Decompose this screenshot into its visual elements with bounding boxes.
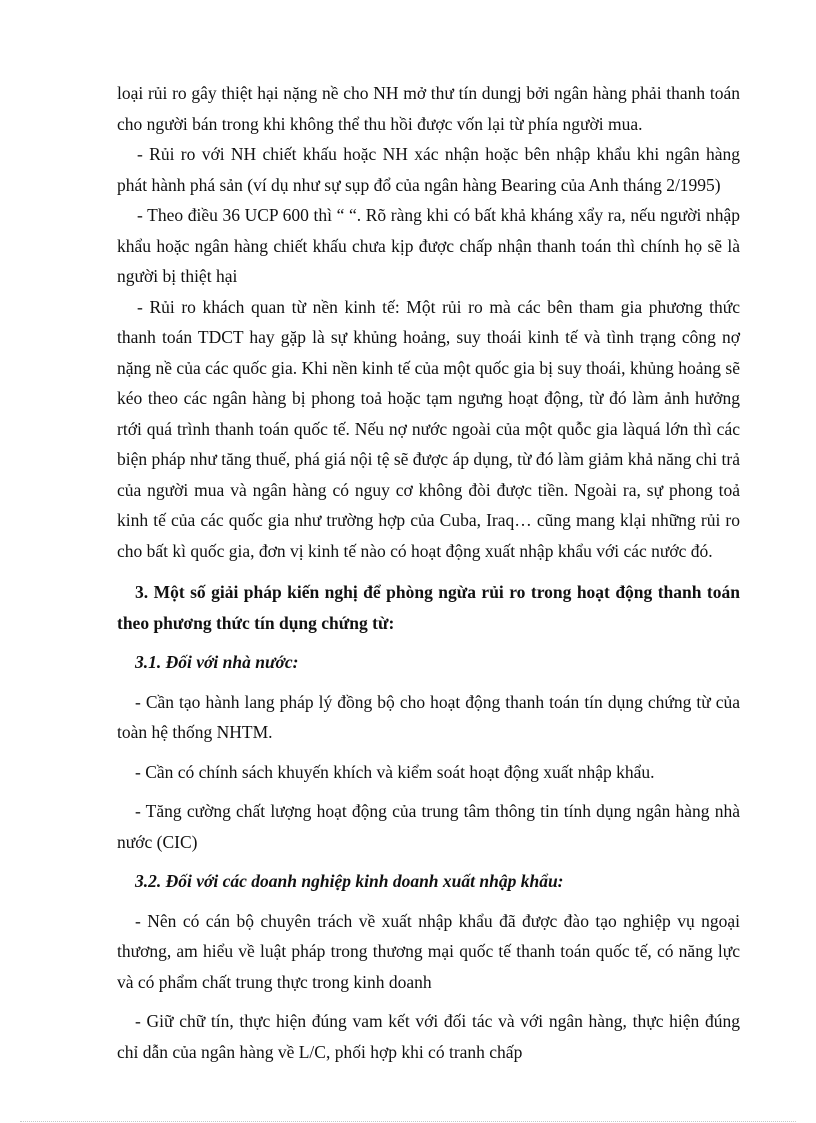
paragraph-ucp600: - Theo điều 36 UCP 600 thì “ “. Rõ ràng khi có bất khả kháng xẩy ra, nếu người nhập khẩu hoặc ngân hàng chiết khấu chưa kịp được chấp nhận thanh toán thì chính họ sẽ là người bị thiệt hại	[117, 205, 740, 286]
paragraph-risk-issuing-bank: loại rủi ro gây thiệt hại nặng nề cho NH mở thư tín dungj bởi ngân hàng phải thanh toán cho người bán trong khi không thể thu hồi được vốn lại từ phía người mua.	[117, 83, 740, 134]
enterprise-item-trust: - Giữ chữ tín, thực hiện đúng vam kết với đối tác và với ngân hàng, thực hiện đúng chỉ dẫn của ngân hàng về L/C, phối hợp khi có tranh chấp	[117, 1011, 740, 1062]
enterprise-item-staff: - Nên có cán bộ chuyên trách về xuất nhập khẩu đã được đào tạo nghiệp vụ ngoại thương, am hiểu về luật pháp trong thương mại quốc tế thanh toán quốc tế, có năng lực và có phẩm chất trung thực trong kinh doanh	[117, 910, 740, 992]
paragraph-economic-risk: - Rủi ro khách quan từ nền kinh tế: Một rủi ro mà các bên tham gia phương thức thanh toán TDCT hay gặp là sự khủng hoảng, suy thoái kinh tế và tình trạng công nợ nặng nề của các quốc gia. Khi nền kinh tế của một quốc gia bị suy thoái, khủng hoảng sẽ kéo theo các ngân hàng bị phong toả hoặc tạm ngưng hoạt động, từ đó làm ảnh hưởng rtới quá trình thanh toán quốc tế. Nếu nợ nước ngoài của một quỗc gia làquá lớn thì các biện pháp như tăng thuế, phá giá nội tệ sẽ được áp dụng, từ đó làm giảm khả năng chi trả của người mua và ngân hàng có nguy cơ không đòi được tiền. Ngoài ra, sự phong toả kinh tế của các quốc gia như trường hợp của Cuba, Iraq… cũng mang klại những rủi ro cho bất kì quốc gia, đơn vị kinh tế nào có hoạt động xuất nhập khẩu với các nước đó.	[117, 296, 740, 561]
subheading-enterprises: 3.2. Đối với các doanh nghiệp kinh doanh xuất nhập khẩu:	[135, 871, 564, 891]
state-item-policy: - Cần có chính sách khuyến khích và kiểm soát hoạt động xuất nhập khẩu.	[135, 761, 655, 782]
section-heading-solutions: 3. Một số giải pháp kiến nghị để phòng ngừa rủi ro trong hoạt động thanh toán theo phương thức tín dụng chứng từ:	[117, 582, 740, 633]
subheading-state: 3.1. Đối với nhà nước:	[135, 652, 299, 672]
state-item-legal: - Cần tạo hành lang pháp lý đồng bộ cho hoạt động thanh toán tín dụng chứng từ của toàn hệ thống NHTM.	[117, 691, 740, 742]
document-page	[117, 78, 740, 1067]
paragraph-risk-bankruptcy: - Rủi ro với NH chiết khấu hoặc NH xác nhận hoặc bên nhập khẩu khi ngân hàng phát hành phá sản (ví dụ như sự sụp đổ của ngân hàng Bearing của Anh tháng 2/1995)	[117, 144, 740, 195]
state-item-cic: - Tăng cường chất lượng hoạt động của trung tâm thông tin tính dụng ngân hàng nhà nước (CIC)	[117, 801, 740, 852]
page-bottom-border	[20, 1121, 796, 1122]
